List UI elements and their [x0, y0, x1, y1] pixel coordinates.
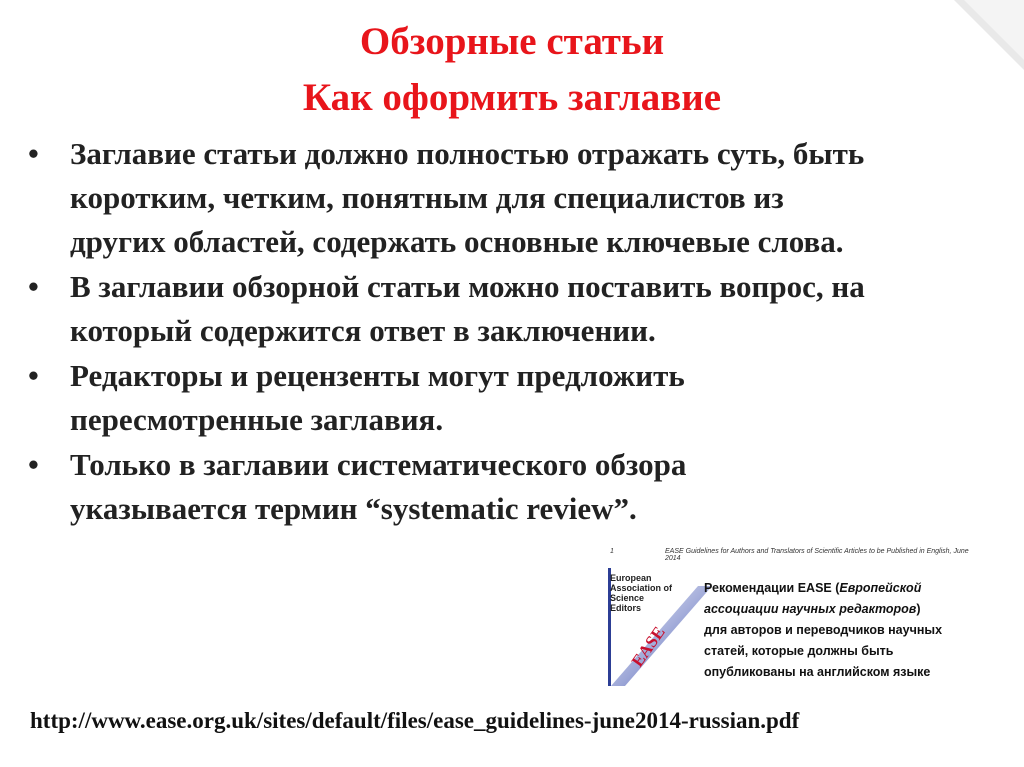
source-url[interactable]: http://www.ease.org.uk/sites/default/files/ease_guidelines-june2014-russian.pdf	[30, 708, 800, 733]
bullet-item	[28, 443, 988, 531]
bullet-line: других областей, содержать основные ключевые слова.	[70, 224, 844, 259]
bullet-marker: •	[28, 269, 39, 304]
ease-logo-text: EASE	[627, 623, 669, 671]
slide-title-line2: Как оформить заглавие	[302, 76, 722, 119]
slide-title-line1: Обзорные статьи	[359, 20, 665, 63]
ease-header-text: EASE Guidelines for Authors and Translators of Scientific Articles to be Published in English, June 2014	[665, 548, 969, 562]
ease-guidelines-image	[600, 546, 985, 691]
rec-text: статей, которые должны быть	[704, 644, 894, 658]
bullet-marker: •	[28, 447, 39, 482]
rec-text: Рекомендации EASE (	[704, 581, 840, 595]
bullet-line: указывается термин “systematic review”.	[70, 491, 637, 526]
bullet-line: Заглавие статьи должно полностью отражать суть, быть	[70, 136, 865, 171]
bullet-line: пересмотренные заглавия.	[70, 402, 444, 437]
bullet-line: который содержится ответ в заключении.	[70, 313, 656, 348]
ease-recommendations-text	[704, 578, 984, 683]
ease-org-line: Science	[610, 593, 645, 603]
bullet-marker: •	[28, 358, 39, 393]
bullet-item	[28, 354, 988, 442]
ease-org-line: Editors	[610, 603, 642, 613]
bullet-item	[28, 265, 988, 353]
bullet-list	[28, 132, 988, 532]
rec-text-italic: Европейской	[839, 581, 922, 595]
bullet-marker: •	[28, 136, 39, 171]
bullet-line: Только в заглавии систематического обзора	[70, 447, 687, 482]
rec-text: )	[916, 602, 921, 616]
ease-org-line: European	[610, 573, 652, 583]
rec-text-italic: ассоциации научных редакторов	[704, 602, 917, 616]
ease-org-name	[610, 573, 672, 613]
rec-text: опубликованы на английском языке	[704, 665, 931, 679]
ease-org-line: Association of	[610, 583, 673, 593]
bullet-line: коротким, четким, понятным для специалистов из	[70, 180, 784, 215]
rec-text: для авторов и переводчиков научных	[704, 623, 943, 637]
bullet-line: Редакторы и рецензенты могут предложить	[70, 358, 685, 393]
ease-page-number: 1	[610, 548, 614, 555]
bullet-line: В заглавии обзорной статьи можно поставить вопрос, на	[70, 269, 865, 304]
bullet-item	[28, 132, 988, 264]
